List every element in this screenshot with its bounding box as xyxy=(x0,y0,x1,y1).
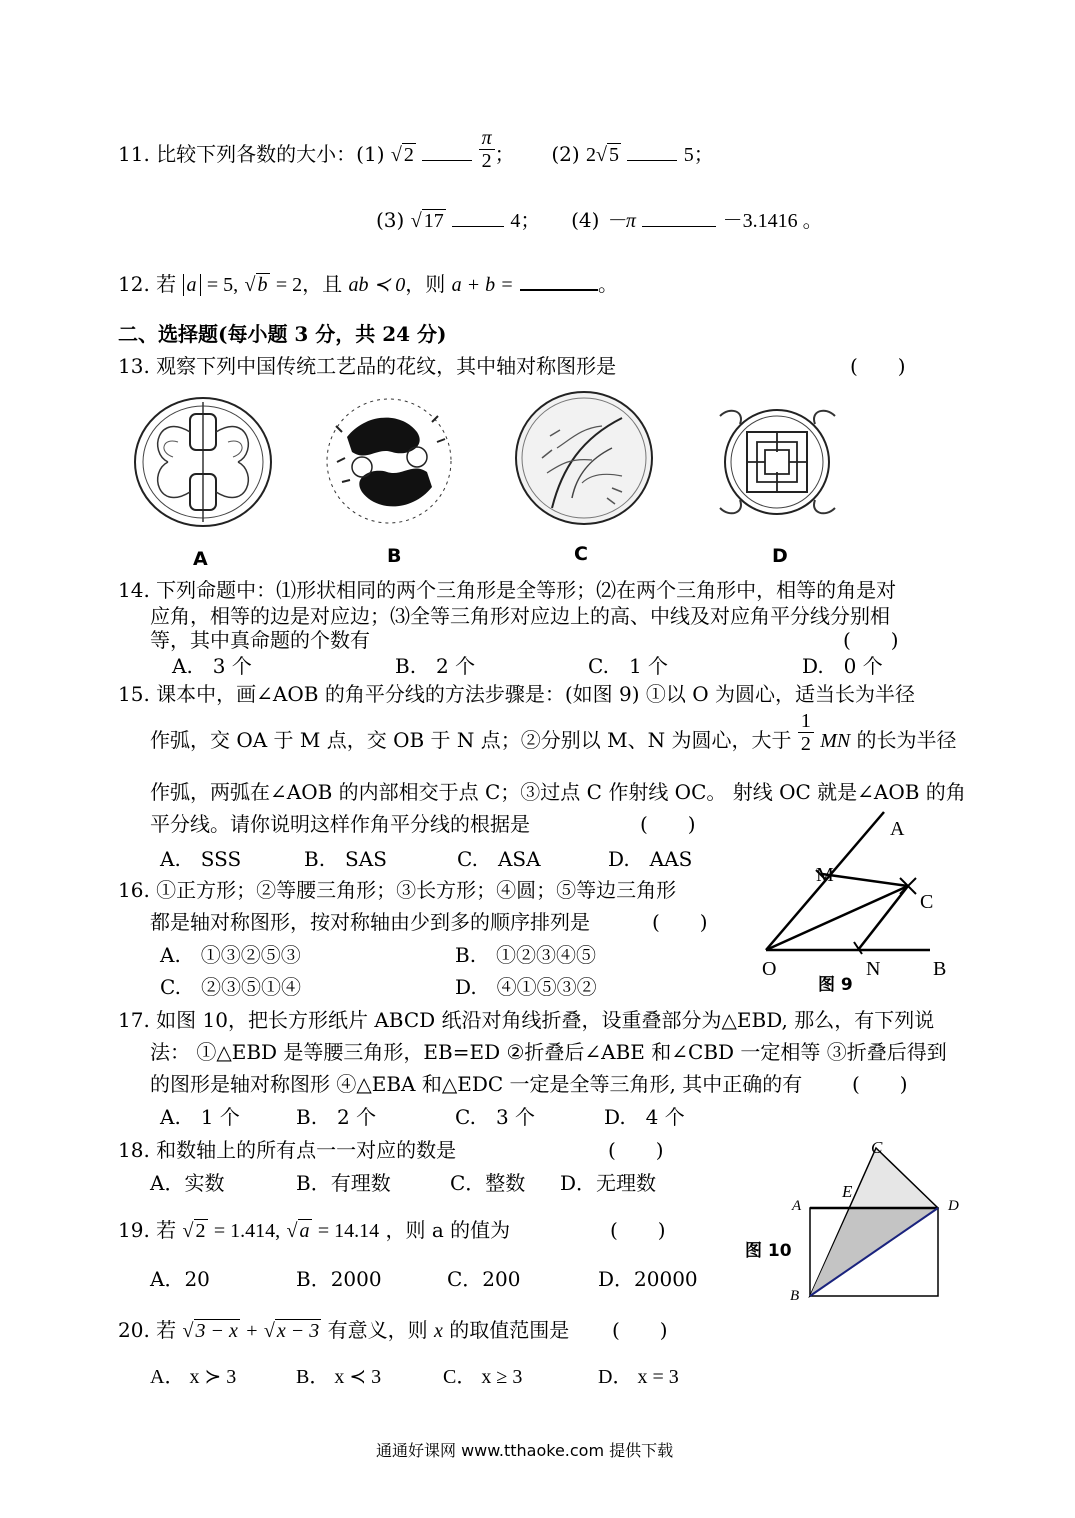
q11-p3-rhs: 4； xyxy=(510,210,541,232)
q14-option-b[interactable]: B. 2 个 xyxy=(395,654,476,678)
q17-paren: ( ) xyxy=(852,1072,908,1096)
fig10-label-e: E xyxy=(842,1182,853,1201)
q13-text: 13. 观察下列中国传统工艺品的花纹，其中轴对称图形是 xyxy=(118,354,617,378)
sqrt2: √ 2 xyxy=(390,144,414,166)
q15-paren: ( ) xyxy=(640,812,696,836)
q19-v1: = 1.414, xyxy=(213,1220,281,1242)
q18-option-c[interactable]: C．整数 xyxy=(450,1171,526,1195)
figure-10 xyxy=(790,1140,950,1310)
q19-tail: ，则 a 的值为 xyxy=(385,1218,511,1242)
q16-paren: ( ) xyxy=(652,910,708,934)
q19-option-d[interactable]: D．20000 xyxy=(598,1267,698,1291)
q11-p2-label: (2) xyxy=(551,142,580,166)
q19-sqrt-a: √ a xyxy=(286,1220,310,1242)
q16-line2: 都是轴对称图形，按对称轴由少到多的顺序排列是 xyxy=(150,910,590,934)
q20-option-c[interactable]: C． x ≥ 3 xyxy=(443,1366,523,1388)
abs-a: a xyxy=(183,274,201,296)
q15-option-c[interactable]: C. ASA xyxy=(457,847,541,871)
fig9-label-a: A xyxy=(890,818,905,840)
q18-text: 18. 和数轴上的所有点一一对应的数是 xyxy=(118,1138,457,1162)
q12-lead: 12. 若 xyxy=(118,272,177,296)
pattern-c[interactable] xyxy=(512,388,657,528)
mn-segment: MN xyxy=(820,730,851,752)
q19-sqrt2-radicand: 2 xyxy=(195,1220,206,1242)
q15-option-b[interactable]: B. SAS xyxy=(304,847,387,871)
q11-p3-label: (3) xyxy=(376,208,405,232)
q14-option-c[interactable]: C. 1 个 xyxy=(588,654,669,678)
q11-line1 xyxy=(118,127,714,172)
q12-eq1: = 5, xyxy=(206,274,239,296)
fig9-label-b: B xyxy=(933,958,947,980)
fig10-label-c: C xyxy=(871,1138,883,1157)
q11-p4-lhs: －π xyxy=(605,210,636,232)
q17-line1: 17. 如图 10，把长方形纸片 ABCD 纸沿对角线折叠，设重叠部分为△EBD, 那么，有下列说 xyxy=(118,1008,935,1032)
q17-line3: 的图形是轴对称图形 ④△EBA 和△EDC 一定是全等三角形, 其中正确的有 xyxy=(150,1072,803,1096)
pattern-a[interactable] xyxy=(128,392,278,532)
q11-p2-rhs: 5； xyxy=(683,144,714,166)
q13-paren: ( ) xyxy=(850,354,906,378)
half-den: 2 xyxy=(800,733,811,755)
q17-option-d[interactable]: D. 4 个 xyxy=(604,1105,685,1129)
q19-text xyxy=(118,1214,510,1243)
q12-blank[interactable] xyxy=(520,289,598,291)
label-a: A xyxy=(193,548,208,570)
q20-text xyxy=(118,1314,569,1343)
fig10-caption: 图 10 xyxy=(745,1241,792,1261)
pi-over-2 xyxy=(479,127,495,172)
q11-p4-rhs: －3.1416 。 xyxy=(722,210,823,232)
sqrt5: √ 5 xyxy=(596,144,620,166)
q15-line2b: 的长为半径 xyxy=(856,728,957,752)
q19-option-c[interactable]: C．200 xyxy=(447,1267,521,1291)
section-2-title: 二、选择题(每小题 3 分，共 24 分) xyxy=(118,322,447,346)
q20-tail2: 的取值范围是 xyxy=(449,1318,570,1342)
q20-sqrt2: √ x − 3 xyxy=(263,1320,320,1342)
q12-cond: ab ≺ 0 xyxy=(348,274,406,296)
q20-x: x xyxy=(433,1320,443,1342)
q19-paren: ( ) xyxy=(610,1218,666,1242)
sqrt-b: √ b xyxy=(244,274,268,296)
q12 xyxy=(118,268,618,297)
q17-option-c[interactable]: C. 3 个 xyxy=(455,1105,536,1129)
q14-line2: 应角，相等的边是对应边；⑶全等三角形对应边上的高、中线及对应角平分线分别相 xyxy=(150,604,890,628)
footer-source: 通通好课网 www.tthaoke.com 提供下载 xyxy=(376,1441,674,1460)
q20-option-b[interactable]: B． x ≺ 3 xyxy=(296,1366,382,1388)
q17-option-b[interactable]: B. 2 个 xyxy=(296,1105,377,1129)
q14-paren: ( ) xyxy=(843,628,899,652)
pi-num: π xyxy=(479,127,495,150)
sqrt-b-radicand: b xyxy=(257,274,268,296)
fig9-label-n: N xyxy=(866,958,881,980)
label-c: C xyxy=(574,543,588,565)
q20-lead: 20. 若 xyxy=(118,1318,177,1342)
q15-line2a: 作弧，交 OA 于 M 点，交 OB 于 N 点；②分别以 M、N 为圆心，大于 xyxy=(150,728,792,752)
q14-option-a[interactable]: A. 3 个 xyxy=(172,654,252,678)
sqrt2-radicand: 2 xyxy=(403,144,414,166)
fig9-label-c: C xyxy=(920,891,934,913)
half-num: 1 xyxy=(798,710,814,733)
fig10-label-d: D xyxy=(948,1198,959,1214)
sqrt17: √ 17 xyxy=(410,210,444,232)
q16-option-d[interactable]: D. ④①⑤③② xyxy=(455,975,597,999)
half-fraction xyxy=(798,710,814,755)
q16-option-c[interactable]: C. ②③⑤①④ xyxy=(160,975,301,999)
fig9-label-m: M xyxy=(816,864,834,886)
q17-line2: 法： ①△EBD 是等腰三角形，EB=ED ②折叠后∠ABE 和∠CBD 一定相等 ③折叠后得到 xyxy=(150,1040,947,1064)
q16-option-a[interactable]: A. ①③②⑤③ xyxy=(160,943,301,967)
q19-option-b[interactable]: B．2000 xyxy=(296,1267,382,1291)
q11-lead: 11. 比较下列各数的大小： xyxy=(118,142,357,166)
q16-option-b[interactable]: B. ①②③④⑤ xyxy=(455,943,597,967)
q20-sqrt1: √ 3 − x xyxy=(182,1320,238,1342)
label-d: D xyxy=(772,545,788,567)
q14-option-d[interactable]: D. 0 个 xyxy=(802,654,883,678)
label-b: B xyxy=(387,545,402,567)
q11-blank4[interactable] xyxy=(642,226,716,227)
q20-plus: + xyxy=(246,1320,258,1342)
q15-line4: 平分线。请你说明这样作角平分线的根据是 xyxy=(150,812,530,836)
q15-line3: 作弧，两弧在∠AOB 的内部相交于点 C；③过点 C 作射线 OC。 射线 OC 就是∠AOB 的角 xyxy=(150,780,966,804)
q14-line3: 等，其中真命题的个数有 xyxy=(150,628,370,652)
fig10-label-a: A xyxy=(792,1198,802,1214)
q11-semi1: ； xyxy=(494,142,515,166)
q18-paren: ( ) xyxy=(608,1138,664,1162)
q16-line1: 16. ①正方形；②等腰三角形；③长方形；④圆；⑤等边三角形 xyxy=(118,878,677,902)
q12-eq2: = 2，且 xyxy=(275,274,343,296)
pattern-b[interactable] xyxy=(322,392,457,530)
q14-line1: 14. 下列命题中：⑴形状相同的两个三角形是全等形；⑵在两个三角形中，相等的角是对 xyxy=(118,578,897,602)
q18-option-b[interactable]: B．有理数 xyxy=(296,1171,391,1195)
q11-line2 xyxy=(376,204,823,233)
q11-p4-label: (4) xyxy=(571,208,600,232)
sqrt5-radicand: 5 xyxy=(609,144,620,166)
q17-option-a[interactable]: A. 1 个 xyxy=(160,1105,240,1129)
q11-p2-coef: 2 xyxy=(586,144,597,166)
q19-sqrt2: √ 2 xyxy=(182,1220,206,1242)
q11-blank1[interactable] xyxy=(422,160,472,161)
q20-option-d[interactable]: D． x = 3 xyxy=(598,1366,679,1388)
q18-option-a[interactable]: A．实数 xyxy=(150,1171,225,1195)
q11-p1-label: (1) xyxy=(356,142,385,166)
pattern-d[interactable] xyxy=(710,396,845,528)
sqrt17-radicand: 17 xyxy=(423,210,444,232)
q15-option-a[interactable]: A. SSS xyxy=(160,847,242,871)
q11-blank3[interactable] xyxy=(452,226,504,227)
q15-line2 xyxy=(150,710,957,755)
q19-option-a[interactable]: A．20 xyxy=(150,1267,210,1291)
q15-line1: 15. 课本中，画∠AOB 的角平分线的方法步骤是：(如图 9) ①以 O 为圆心，适当长为半径 xyxy=(118,682,915,706)
fig9-caption: 图 9 xyxy=(818,975,853,995)
q12-expr: a + b = xyxy=(451,274,514,296)
fig9-label-o: O xyxy=(762,958,777,980)
q15-option-d[interactable]: D. AAS xyxy=(608,847,693,871)
q12-then: ，则 xyxy=(405,272,446,296)
pi-den: 2 xyxy=(481,150,492,172)
q19-sqrt-a-radicand: a xyxy=(299,1220,310,1242)
q19-v2: = 14.14 xyxy=(317,1220,380,1242)
q20-sqrt1-radicand: 3 − x xyxy=(195,1320,238,1342)
fig10-label-b: B xyxy=(790,1288,800,1304)
q20-tail: 有意义，则 xyxy=(327,1318,428,1342)
q11-blank2[interactable] xyxy=(627,160,677,161)
q18-option-d[interactable]: D．无理数 xyxy=(560,1171,657,1195)
q20-option-a[interactable]: A． x ≻ 3 xyxy=(150,1366,237,1388)
q19-lead: 19. 若 xyxy=(118,1218,177,1242)
q20-sqrt2-radicand: x − 3 xyxy=(276,1320,320,1342)
q20-paren: ( ) xyxy=(612,1318,668,1342)
q12-end: 。 xyxy=(598,272,618,296)
